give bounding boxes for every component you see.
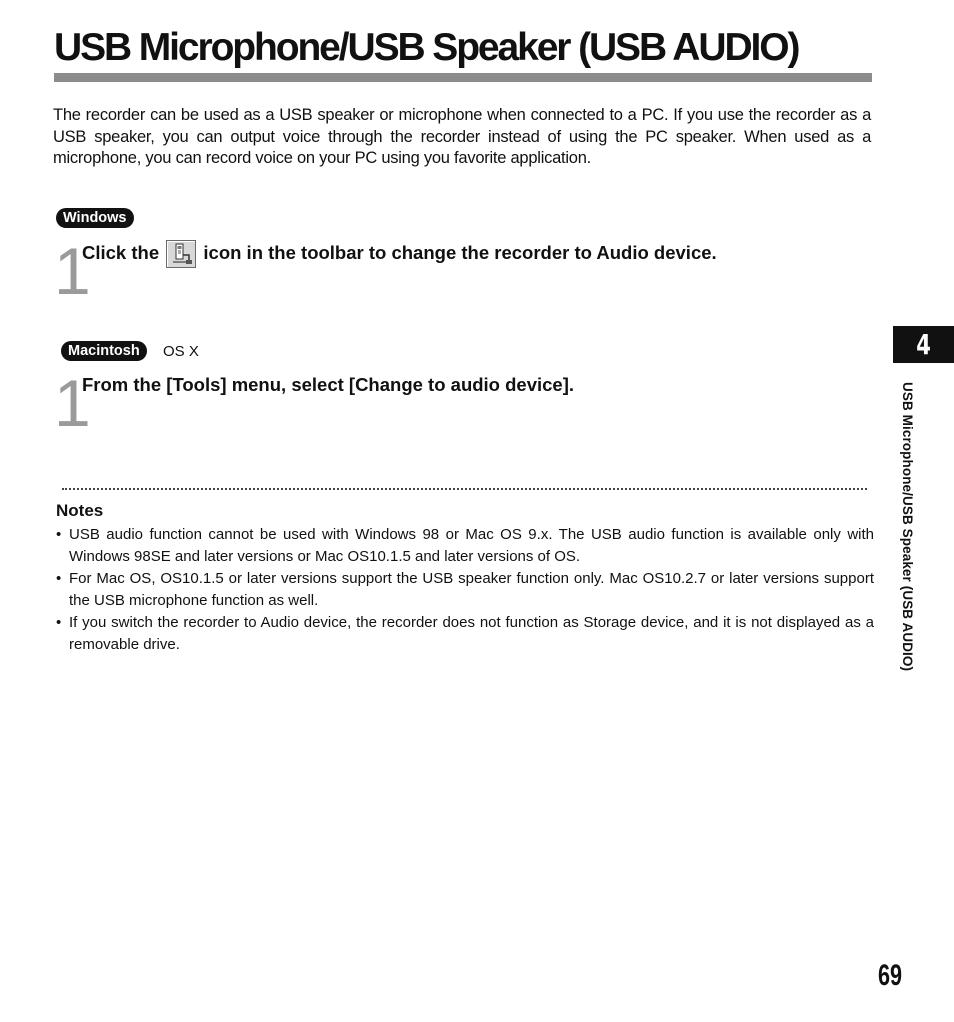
page-number: 69 <box>878 959 903 992</box>
chapter-side-label <box>892 382 922 744</box>
bullet-icon: • <box>56 526 62 543</box>
page-title: USB Microphone/USB Speaker (USB AUDIO) <box>54 26 799 69</box>
windows-step-text-after: icon in the toolbar to change the recorder to Audio device. <box>203 242 717 263</box>
windows-badge: Windows <box>56 208 134 228</box>
windows-step-instruction <box>82 240 717 268</box>
notes-heading: Notes <box>56 501 104 520</box>
title-underline <box>54 73 872 82</box>
chapter-side-label-text: USB Microphone/USB Speaker (USB AUDIO) <box>900 382 915 672</box>
macintosh-step-instruction: From the [Tools] menu, select [Change to audio device]. <box>82 374 575 395</box>
chapter-tab <box>893 326 954 363</box>
macintosh-os-version: OS X <box>163 343 199 360</box>
bullet-icon: • <box>56 614 62 631</box>
notes-divider <box>62 488 867 490</box>
note-text: USB audio function cannot be used with Windows 98 or Mac OS 9.x. The USB audio function is available only with Windows 98SE and later versions or Mac OS10.1.5 and later versions of OS. <box>69 526 874 565</box>
note-item <box>56 568 874 612</box>
windows-step-number: 1 <box>54 234 91 308</box>
chapter-number: 4 <box>916 328 931 361</box>
note-text: If you switch the recorder to Audio device, the recorder does not function as Storage device, and it is not displayed as a removable drive. <box>69 614 874 653</box>
intro-paragraph: The recorder can be used as a USB speaker or microphone when connected to a PC. If you use the recorder as a USB speaker, you can output voice through the recorder instead of using the PC speaker. When used as a microphone, you can record voice on your PC using you favorite application. <box>53 106 871 167</box>
macintosh-step-number: 1 <box>54 366 91 440</box>
note-item <box>56 612 874 656</box>
note-text: For Mac OS, OS10.1.5 or later versions support the USB speaker function only. Mac OS10.2.7 or later versions support the USB microphone function as well. <box>69 570 874 609</box>
note-item <box>56 524 874 568</box>
bullet-icon: • <box>56 570 62 587</box>
audio-device-toolbar-icon <box>166 240 196 268</box>
windows-step-text-before: Click the <box>82 242 160 263</box>
notes-list <box>56 524 874 656</box>
macintosh-badge: Macintosh <box>61 341 147 361</box>
